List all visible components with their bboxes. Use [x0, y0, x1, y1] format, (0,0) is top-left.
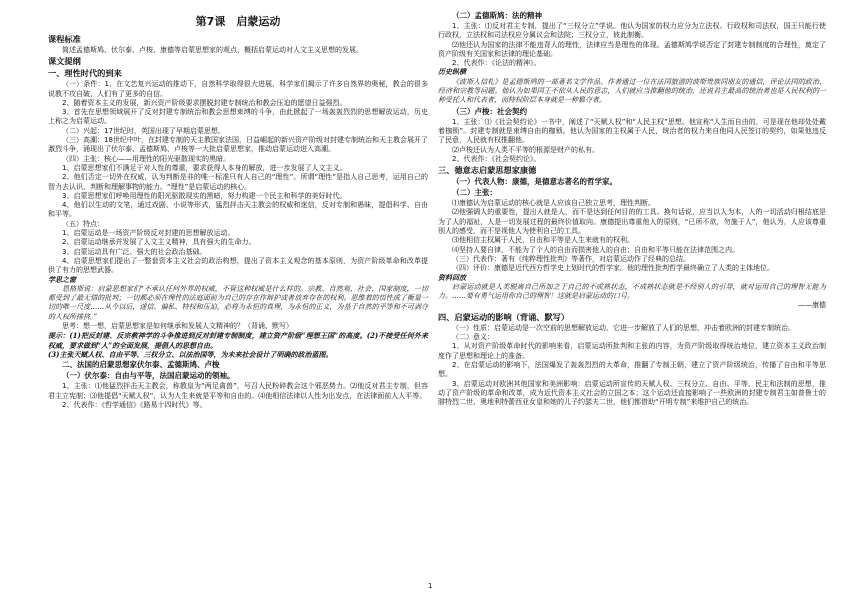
quote-paragraph: 启蒙运动就是人类脱离自己所加之于自己的不成熟状态，不成熟状态就是不经别人的引导，就对运用自己的理智无能为力。……要有勇气运用你自己的理智！这就是启蒙运动的口号。 [438, 282, 826, 301]
paragraph: ⑶他相信主权属于人民，自由和平等是人生来就有的权利。 [452, 236, 634, 245]
paragraph: （四）主张：核心——用理性的阳光驱散现实的黑暗。 [62, 154, 230, 163]
paragraph: ⑵卢梭还认为人类不平等的根源是财产的私有。 [452, 145, 599, 154]
paragraph: 3、首先在思想领域展开了反对封建专制统治和教会思想束缚的斗争，由此掀起了一场轰轰烈烈的思想解放运动，历史上称之为启蒙运动。 [48, 108, 428, 126]
paragraph: 3、启蒙思想家们呼唤用理性的阳光驱散现实的黑暗，努力构建一个民主和科学的美好时代。 [62, 191, 347, 200]
sidebar-heading: 历史纵横 [438, 68, 466, 77]
section-heading: （二）主张： [452, 188, 497, 198]
section-heading: 课文提纲 [48, 56, 81, 67]
section-heading: 一、理性时代的到来 [48, 68, 122, 79]
section-heading: （二）孟德斯鸠：法的精神 [452, 11, 542, 20]
section-heading: 三、德意志启蒙思想家康德 [438, 165, 537, 176]
paragraph: 提示：(1)把反封建、反宗教神学的斗争推进到反对封建专制制度，建立资产阶级“理想王国”的高度。(2)不接受任何外来权威，要求做到“人”的全面发展，提倡人的思想自由。 [48, 331, 428, 350]
paragraph: ⑷坚持人要自律，不能为了个人的自由而损害他人的自由；自由和平等只能在法律范围之内。 [452, 245, 739, 254]
paragraph: 1、启蒙思想家们不满足于对人性的尊重，要求获得人本身的解放，进一步发展了人文主义。 [62, 163, 347, 172]
paragraph: 2、代表作：《论法的精神》。 [452, 59, 541, 68]
section-heading: 二、法国的启蒙思想家伏尔泰、孟德斯鸠、卢梭 [62, 360, 220, 370]
section-heading: 课程标准 [48, 34, 81, 44]
page-number: 1 [428, 582, 433, 590]
section-heading: （三）卢梭：社会契约 [452, 106, 527, 116]
paragraph: 2、随着资本主义的发展，新兴资产阶级要求摆脱封建专制统治和教会压迫的愿望日益强烈。 [62, 98, 347, 107]
paragraph: 4、他们以生动的文笔，通过戏剧、小说等形式，猛烈抨击天主教会的权威和迷信，反对专制和愚昧，提倡科学、自由和平等。 [48, 201, 428, 219]
paragraph: 简述孟德斯鸠、伏尔泰、卢梭、康德等启蒙思想家的观点，概括启蒙运动对人文主义思想的发展。 [62, 46, 363, 54]
paragraph: 1、主张：⑴《社会契约论》一书中，阐述了“天赋人权”和“人民主权”思想。他宣称“人生而自由的，可是现在他却处处戴着枷锁”。封建专制就是束缚自由的枷锁。他认为国家的主权属于人民，统治者的权力来自他同人民签订的契约，如果他违反了民意，人民就有权推翻他。 [438, 117, 826, 145]
paragraph: 3、启蒙运动具有广泛、强大的社会政治基础。 [62, 247, 207, 256]
paragraph: 1、从对资产阶级革命时代的影响来看，启蒙运动所批判和主张的内容，为资产阶级取得统治地位，建立资本主义政治制度作了思想和理论上的准备。 [438, 342, 826, 360]
paragraph: （二）意义： [452, 333, 494, 342]
paragraph: 1、启蒙运动是一场资产阶级反对封建的思想解放运动。 [62, 229, 235, 238]
left-column [48, 10, 428, 410]
sidebar-heading: 学思之窗 [48, 275, 76, 284]
paragraph: ——康德 [798, 301, 826, 310]
paragraph: 思考：想一想，启蒙思想家是如何继承和发展人文精神的？（背诵、默写） [62, 322, 293, 331]
section-heading: （一）代表人物：康德，是德意志著名的哲学家。 [452, 177, 617, 187]
paragraph: (3)主张天赋人权、自由平等、三权分立、以法治国等，为未来社会设计了明确的政治蓝图。 [48, 349, 333, 359]
paragraph: （五）特点： [62, 219, 104, 228]
paragraph: ⑵他还认为国家的法律不能违背人的理性，法律应当是理性的体现。孟德斯鸠学说否定了封建专制制度的合理性，奠定了资产阶级有关国家和法律的理论基础。 [438, 40, 826, 58]
paragraph: 2、他们否定一切外在权威，认为判断是非的唯一标准只有人自己的“理性”。所谓“理性”是指人自己思考，运用自己的智力去认识、判断和理解事物的能力。“理性”是启蒙运动的核心。 [48, 173, 428, 191]
section-heading: 四、启蒙运动的影响（背诵、默写） [438, 311, 570, 322]
paragraph: 3、启蒙运动对欧洲其他国家和美洲影响：启蒙运动所宣传的天赋人权、三权分立、自由、平等、民主和法制的思想，推动了资产阶级的革命和改革，成为近代资本主义社会的立国之本；这个运动还直接影响了一些欧洲的封建专制君主如普鲁士的腓特烈二世、奥地利特蕾西亚女皇和她的儿子约瑟夫二世，他们都借助“开明专制”来维护自己的统治。 [438, 379, 826, 407]
left-content [48, 34, 428, 410]
sidebar-heading: 资料回放 [438, 273, 466, 282]
paragraph: （一）性质：启蒙运动是一次空前的思想解放运动，它进一步解放了人们的思想，冲击着欧洲的封建专制统治。 [452, 323, 795, 332]
paragraph: 2、在启蒙运动的影响下，法国爆发了轰轰烈烈的大革命，推翻了专制王朝，建立了资产阶级统治，传播了自由和平等思想。 [438, 360, 826, 379]
right-column [438, 10, 826, 407]
paragraph: （四）评价：康德是近代西方哲学史上划时代的哲学家。他的理性批判哲学最终确立了人类的主体地位。 [452, 264, 774, 273]
paragraph: 4、启蒙思想家们提出了一整套资本主义社会的政治构想，提出了资本主义观念的基本原则，为资产阶级革命和改革提供了有力的思想武器。 [48, 256, 428, 275]
page-title: 第7课 启蒙运动 [195, 15, 281, 28]
paragraph: 2、启蒙运动继承并发展了人文主义精神，具有强大的生命力。 [62, 238, 256, 247]
paragraph: 2、代表作：《哲学通信》《路易十四时代》等。 [62, 400, 207, 409]
section-heading: （一）伏尔泰：自由与平等，法国启蒙运动的领袖。 [62, 371, 235, 381]
paragraph: （三）高潮：18世纪中叶，在封建专制的天主教国家法国，日益崛起的新兴资产阶级对封建专制统治和天主教会展开了激烈斗争，涌现出了伏尔泰、孟德斯鸠、卢梭等一大批启蒙思想家，推动启蒙运动进入高潮。 [48, 136, 428, 154]
paragraph: ⑵他强调人的重要性，提出人就是人，而不是达到任何目的的工具。换句话说，应当以人为本，人的一切活动归根结底是为了人的福祉，人是一切发展过程的最终价值取向。康德提出尊重他人的原则，“已所不欲，勿施于人”，他认为，人应该尊重别人的感受，而不是视他人为使利自己的工具。 [438, 208, 826, 236]
paragraph: 2、代表作：《社会契约论》。 [452, 154, 541, 163]
quote-paragraph: 《波斯人信札》是孟德斯鸠的一部著名文学作品。作者通过一位在法国旅游的波斯贵族同朋友的通信，评论法国的政治、经济和宗教等问题。他认为如果国王不依从人民的意志，人们就应当推翻他的统治，还说君主最高的统治者也是人民权利的一种受托人和代表者，而特权阶层本身就是一种篡夺者。 [438, 77, 826, 105]
paragraph: 1、主张：⑴反对君主专制，提出了“三权分立”学说。他认为国家的权力应分为立法权、行政权和司法权，国王只能行使行政权，立法权和司法权应分属议会和法院；三权分立，彼此制衡。 [438, 22, 826, 40]
quote-paragraph: 恩格斯说：启蒙思想家们“不承认任何外界的权威，不管这种权威是什么样的。宗教、自然观、社会、国家制度，一切都受到了最无情的批判；一切都必须在理性的法庭面前为自己的存在作辩护或者放弃存在的权利。思维着的悟性成了衡量一切的唯一尺度……从今以后，迷信、偏私、特权和压迫，必将为永恒的真理，为永恒的正义，为基于自然的平等和不可剥夺的人权所排挤。” [48, 284, 428, 321]
paragraph: ⑴康德认为启蒙运动的核心就是人应该自己独立思考，理性判断。 [452, 199, 655, 208]
paragraph: （一）条件：1、在文艺复兴运动的推动下，自然科学取得很大进展，科学家们揭示了许多自然界的奥秘，教会的很多说教不攻自破，人们有了更多的自信。 [48, 80, 428, 98]
paragraph: （三）代表作：著有《纯粹理性批判》等著作，对启蒙运动作了经典的总结。 [452, 254, 690, 263]
paragraph: （二）兴起：17世纪时，英国出现了早期启蒙思想。 [62, 126, 225, 135]
right-content [438, 11, 826, 407]
paragraph: 1、主张：⑴他猛烈抨击天主教会，称教皇为“两足禽兽”，号召人民粉碎教会这个邪恶势力。⑵他反对君主专制，但容君主立宪制；⑶他提倡“天赋人权”，认为人生来就是平等和自由的。⑷他相信法律以人性为出发点，在法律面前人人平等。 [48, 382, 428, 400]
